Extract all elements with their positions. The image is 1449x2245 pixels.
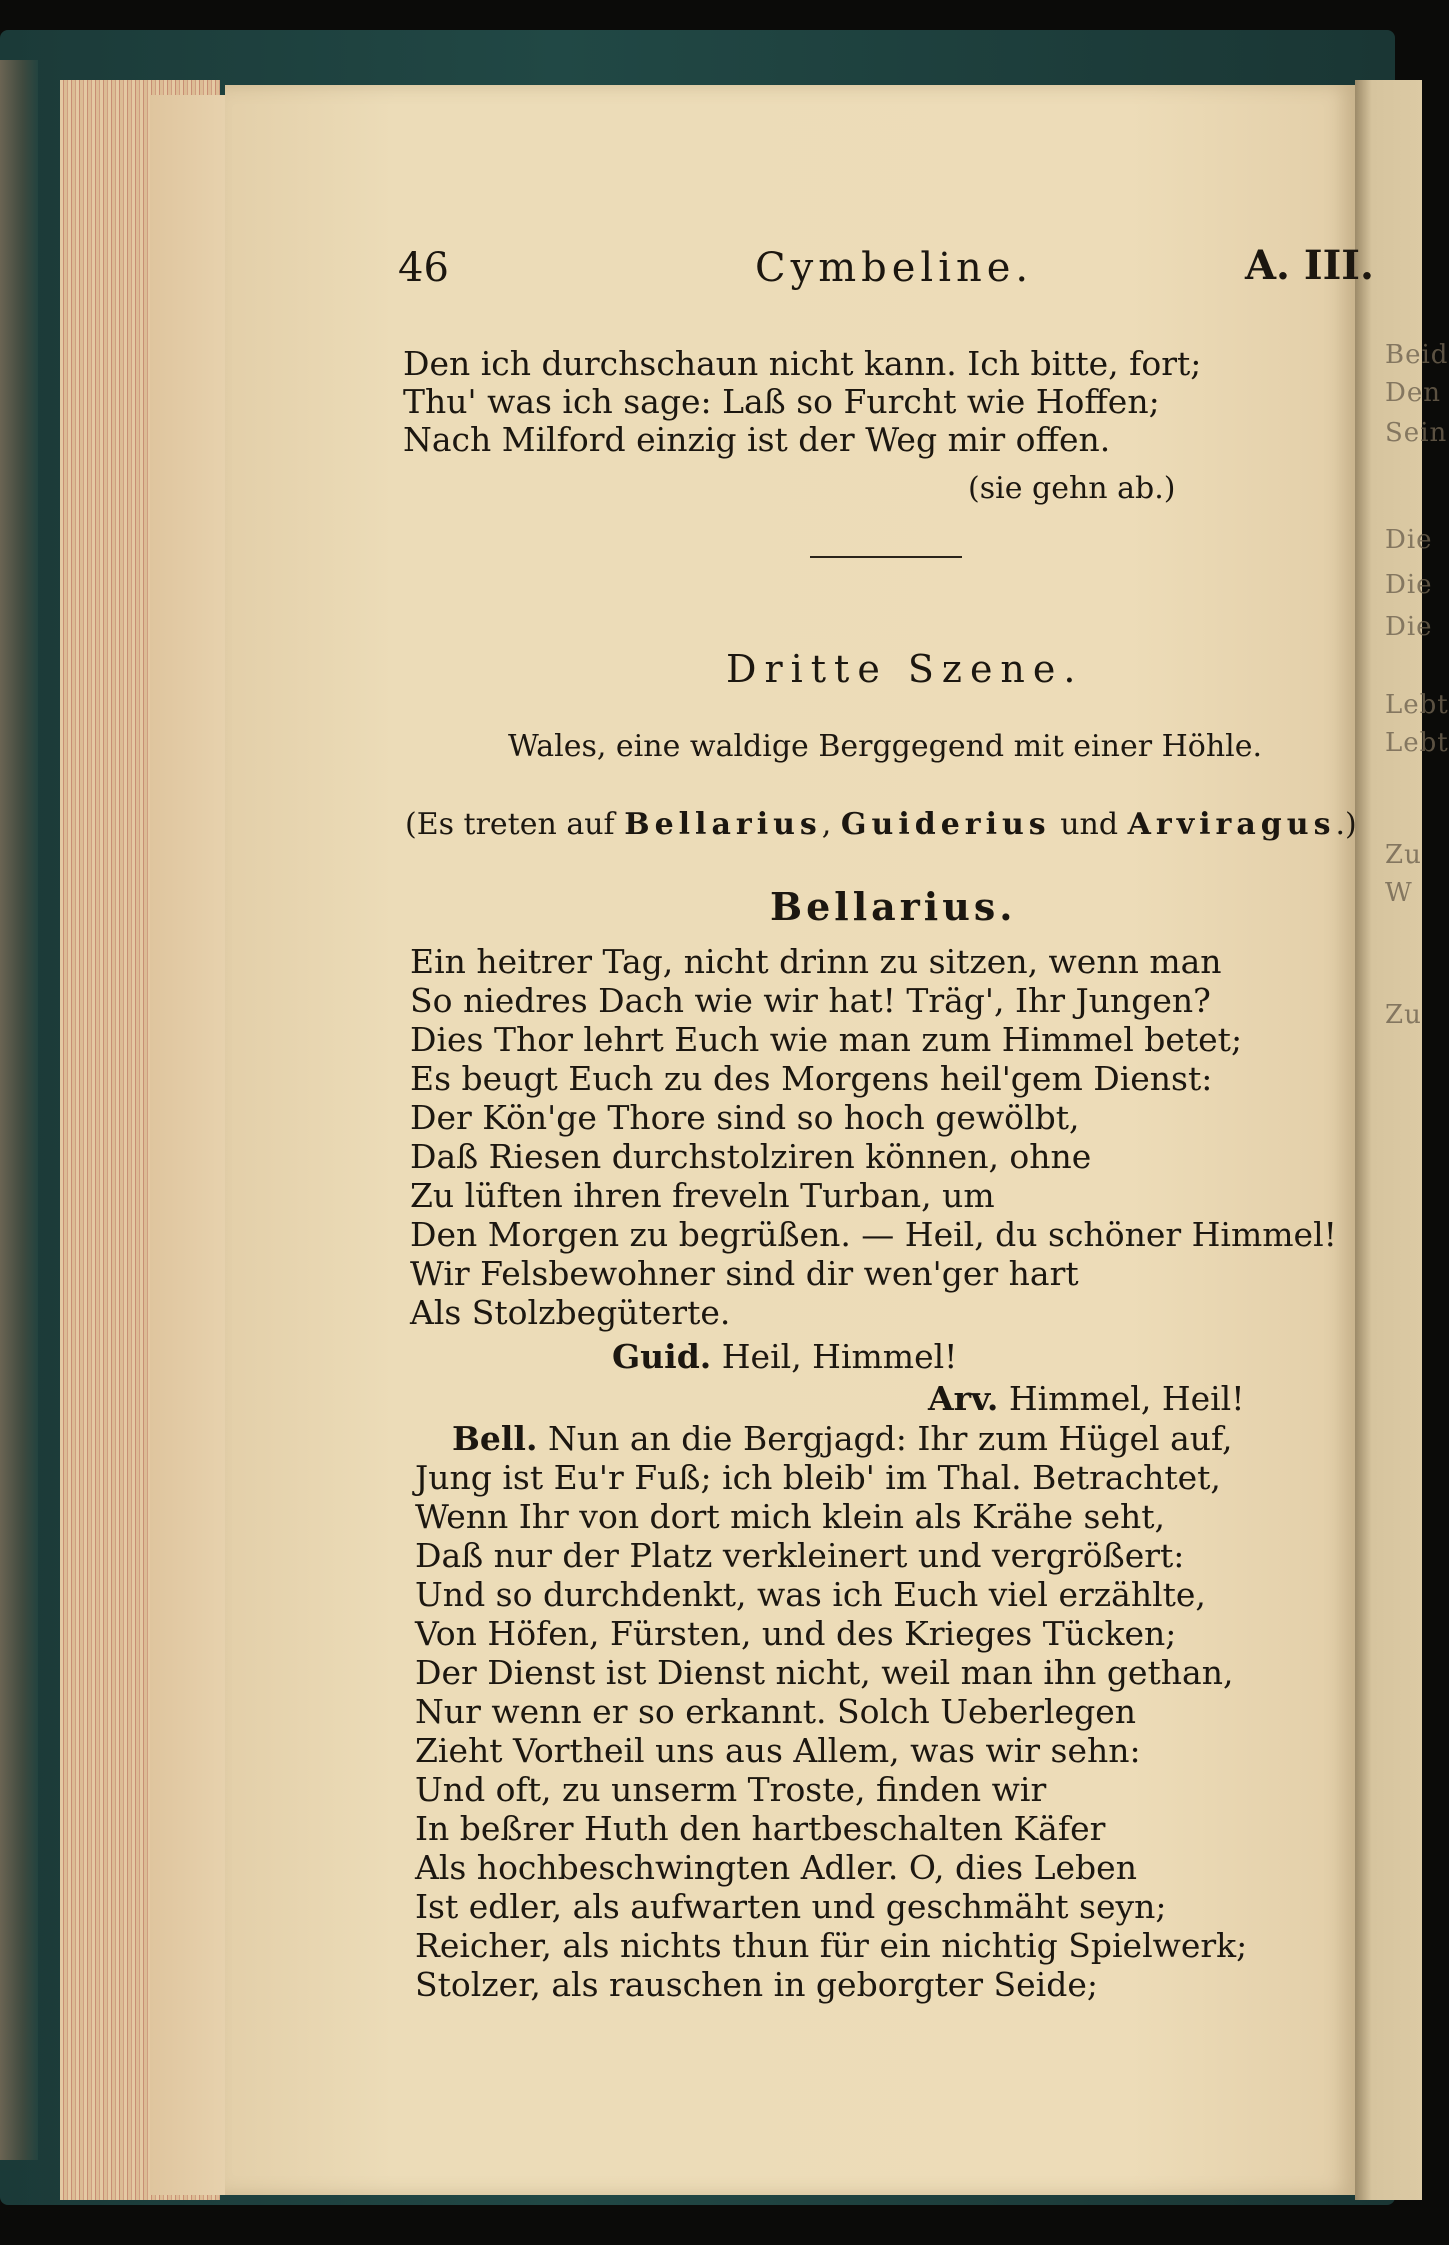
bell-speech-start: Nun an die Bergjagd: Ihr zum Hügel auf, <box>547 1419 1233 1458</box>
verse-line: Als hochbeschwingten Adler. O, dies Leben <box>415 1848 1137 1887</box>
arviragus-line <box>928 1379 1245 1418</box>
verse-line: Den Morgen zu begrüßen. — Heil, du schöner Himmel! <box>410 1215 1337 1254</box>
page-number: 46 <box>398 245 449 291</box>
verse-line: Und oft, zu unserm Troste, finden wir <box>415 1770 1047 1809</box>
entrance-separator: , <box>821 807 832 842</box>
verse-line: Daß nur der Platz verkleinert und vergrößert: <box>415 1536 1185 1575</box>
entrance-direction <box>405 807 1357 842</box>
verse-line: So niedres Dach wie wir hat! Träg', Ihr Jungen? <box>410 981 1211 1020</box>
facing-page-fragment: W <box>1385 878 1413 908</box>
speaker-bellarius: Bell. <box>452 1419 538 1458</box>
verse-line: Reicher, als nichts thun für ein nichtig Spielwerk; <box>415 1926 1248 1965</box>
running-title: Cymbeline. <box>755 245 1034 291</box>
verse-line: Wenn Ihr von dort mich klein als Krähe seht, <box>415 1497 1166 1536</box>
exit-stage-direction: (sie gehn ab.) <box>968 471 1176 506</box>
verse-line: Jung ist Eu'r Fuß; ich bleib' im Thal. Betrachtet, <box>415 1458 1221 1497</box>
verse-line: Es beugt Euch zu des Morgens heil'gem Dienst: <box>410 1059 1213 1098</box>
bell-first-line <box>452 1419 1233 1458</box>
verse-line: Ein heitrer Tag, nicht drinn zu sitzen, wenn man <box>410 942 1222 981</box>
verse-line: Und so durchdenkt, was ich Euch viel erzählte, <box>415 1575 1206 1614</box>
facing-page-fragment: Sein <box>1385 418 1448 448</box>
character-name-bellarius: Bellarius <box>624 807 822 842</box>
guiderius-line <box>612 1337 958 1376</box>
verse-line: Zieht Vortheil uns aus Allem, was wir sehn: <box>415 1731 1141 1770</box>
facing-page-fragment: Die <box>1385 570 1433 600</box>
facing-page-fragment: Lebt <box>1385 690 1449 720</box>
speaker-guiderius: Guid. <box>612 1337 712 1376</box>
facing-page-fragment: Zu <box>1385 840 1422 870</box>
entrance-connector: und <box>1060 807 1119 842</box>
verse-line: Ist edler, als aufwarten und geschmäht seyn; <box>415 1887 1167 1926</box>
facing-page-fragment: Den <box>1385 378 1441 408</box>
facing-page-fragment: Lebt <box>1385 728 1449 758</box>
guiderius-speech: Heil, Himmel! <box>721 1337 958 1376</box>
verse-line: Der Dienst ist Dienst nicht, weil man ihn gethan, <box>415 1653 1234 1692</box>
verse-line: Nur wenn er so erkannt. Solch Ueberlegen <box>415 1692 1136 1731</box>
arviragus-speech: Himmel, Heil! <box>1008 1379 1245 1418</box>
character-name-guiderius: Guiderius <box>840 807 1051 842</box>
entrance-suffix: .) <box>1335 807 1357 842</box>
facing-page-fragment: Die <box>1385 525 1433 555</box>
speaker-arviragus: Arv. <box>928 1379 999 1418</box>
scene-title: Dritte Szene. <box>726 647 1084 691</box>
verse-line: Als Stolzbegüterte. <box>410 1293 731 1332</box>
facing-page-fragment: Beid <box>1385 340 1449 370</box>
speaker-heading-bellarius: Bellarius. <box>770 884 1017 929</box>
prev-scene-line: Nach Milford einzig ist der Weg mir offen. <box>403 420 1111 459</box>
scene-divider <box>810 556 962 558</box>
verse-line: In beßrer Huth den hartbeschalten Käfer <box>415 1809 1106 1848</box>
verse-line: Dies Thor lehrt Euch wie man zum Himmel betet; <box>410 1020 1243 1059</box>
entrance-prefix: (Es treten auf <box>405 807 615 842</box>
verse-line: Von Höfen, Fürsten, und des Krieges Tücken; <box>415 1614 1177 1653</box>
verse-line: Stolzer, als rauschen in geborgter Seide; <box>415 1965 1098 2004</box>
prev-scene-line: Den ich durchschaun nicht kann. Ich bitte, fort; <box>403 344 1202 383</box>
facing-page-fragment: Zu <box>1385 1000 1422 1030</box>
verse-line: Der Kön'ge Thore sind so hoch gewölbt, <box>410 1098 1080 1137</box>
prev-scene-line: Thu' was ich sage: Laß so Furcht wie Hoffen; <box>403 382 1160 421</box>
scene-setting: Wales, eine waldige Berggegend mit einer Höhle. <box>508 729 1263 764</box>
act-label: A. III. <box>1245 242 1374 289</box>
character-name-arviragus: Arviragus <box>1127 807 1336 842</box>
verse-line: Wir Felsbewohner sind dir wen'ger hart <box>410 1254 1079 1293</box>
facing-page-fragment: Die <box>1385 612 1433 642</box>
verse-line: Daß Riesen durchstolziren können, ohne <box>410 1137 1092 1176</box>
verse-line: Zu lüften ihren freveln Turban, um <box>410 1176 995 1215</box>
